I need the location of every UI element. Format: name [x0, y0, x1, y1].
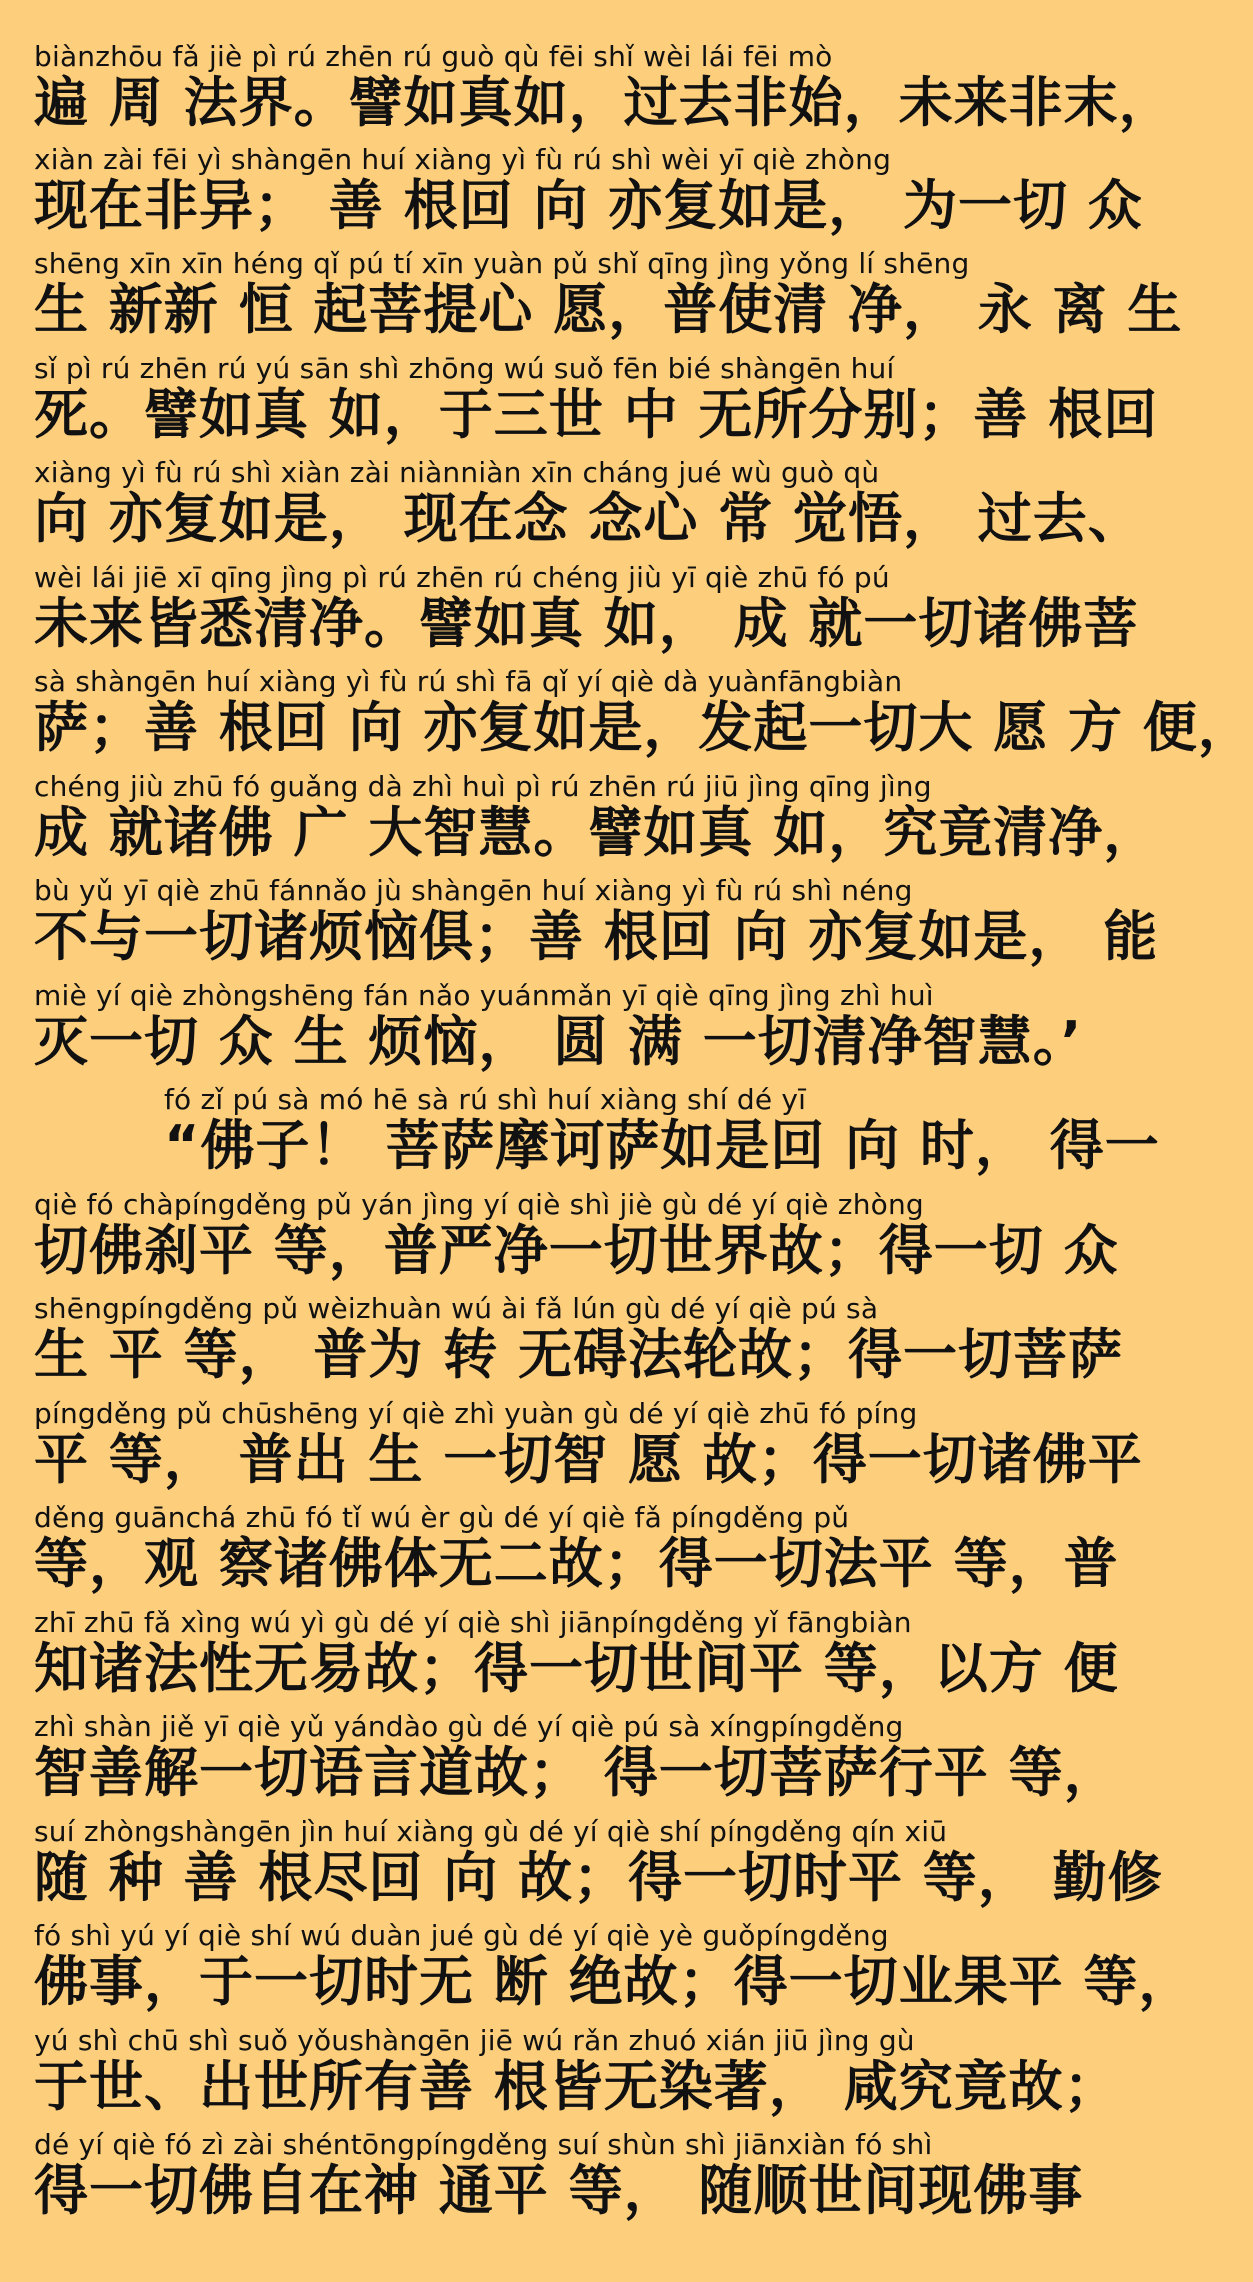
pinyin-annotation: děng guānchá zhū fó tǐ wú èr gù dé yí qiè fǎ píngděng pǔ: [34, 1501, 850, 1534]
pinyin-annotation: fó shì yú yí qiè shí wú duàn jué gù dé yí qiè yè guǒpíngděng: [34, 1919, 889, 1952]
pinyin-annotation: sǐ pì rú zhēn rú yú sān shì zhōng wú suǒ fēn bié shàngēn huí: [34, 351, 895, 385]
pinyin-annotation: píngděng pǔ chūshēng yí qiè zhì yuàn gù dé yí qiè zhū fó píng: [34, 1396, 918, 1430]
chinese-text: 于世、出世所有善 根皆无染著， 咸究竟故；: [34, 2054, 1119, 2118]
chinese-text: 未来皆悉清净。譬如真 如， 成 就一切诸佛菩: [34, 591, 1139, 655]
pinyin-annotation: qiè fó chàpíngděng pǔ yán jìng yí qiè shì jiè gù dé yí qiè zhòng: [34, 1187, 924, 1221]
pinyin-annotation: shēngpíngděng pǔ wèizhuàn wú ài fǎ lún gù dé yí qiè pú sà: [34, 1292, 879, 1325]
chinese-text: 现在非异； 善 根回 向 亦复如是， 为一切 众: [34, 173, 1143, 237]
text-line: [34, 1254, 1123, 1386]
text-line: [34, 1568, 1119, 1700]
text-line: [34, 1045, 1160, 1177]
chinese-text: 遍 周 法界。譬如真如，过去非始，未来非末，: [34, 71, 1174, 134]
pinyin-annotation: chéng jiù zhū fó guǎng dà zhì huì pì rú zhēn rú jiū jìng qīng jìng: [34, 769, 932, 803]
chinese-text: 智善解一切语言道故； 得一切菩萨行平 等，: [34, 1741, 1119, 1804]
chinese-text: 得一切佛自在神 通平 等， 随顺世间现佛事: [34, 2159, 1084, 2222]
pinyin-annotation: shēng xīn xīn héng qǐ pú tí xīn yuàn pǔ shǐ qīng jìng yǒng lí shēng: [34, 247, 970, 280]
pinyin-annotation: bù yǔ yī qiè zhū fánnǎo jù shàngēn huí xiàng yì fù rú shì néng: [34, 874, 913, 907]
pinyin-annotation: biànzhōu fǎ jiè pì rú zhēn rú guò qù fēi shǐ wèi lái fēi mò: [34, 40, 833, 73]
text-line: [34, 105, 1143, 237]
pinyin-annotation: sà shàngēn huí xiàng yì fù rú shì fā qǐ yí qiè dà yuànfāngbiàn: [34, 665, 903, 698]
chinese-text: 切佛刹平 等，普严净一切世界故；得一切 众: [34, 1218, 1119, 1282]
text-line: [34, 1777, 1163, 1909]
text-line: [34, 1672, 1119, 1804]
pinyin-annotation: suí zhòngshàngēn jìn huí xiàng gù dé yí qiè shí píngděng qín xiū: [34, 1814, 948, 1848]
chinese-text: 知诸法性无易故；得一切世间平 等，以方 便: [34, 1636, 1119, 1700]
text-line: [34, 0, 1174, 134]
chinese-text: 随 种 善 根尽回 向 故；得一切时平 等， 勤修: [34, 1845, 1163, 1909]
text-line: [34, 627, 1253, 759]
text-line: [34, 836, 1159, 968]
chinese-text: 生 平 等， 普为 转 无碍法轮故；得一切菩萨: [34, 1323, 1123, 1386]
chinese-text: “佛子！ 菩萨摩诃萨如是回 向 时， 得一: [164, 1114, 1160, 1177]
text-line: [34, 732, 1159, 864]
chinese-text: 成 就诸佛 广 大智慧。譬如真 如，究竟清净，: [34, 800, 1159, 864]
text-line: [34, 523, 1139, 655]
text-line: [34, 418, 1143, 550]
text-line: [34, 1881, 1194, 2013]
pinyin-annotation: yú shì chū shì suǒ yǒushàngēn jiē wú rǎn zhuó xián jiū jìng gù: [34, 2023, 915, 2057]
pinyin-annotation: dé yí qiè fó zì zài shéntōngpíngděng suí shùn shì jiānxiàn fó shì: [34, 2128, 933, 2161]
chinese-text: 向 亦复如是， 现在念 念心 常 觉悟， 过去、: [34, 487, 1143, 550]
chinese-text: 萨；善 根回 向 亦复如是，发起一切大 愿 方 便，: [34, 696, 1253, 759]
chinese-text: 不与一切诸烦恼俱；善 根回 向 亦复如是， 能: [34, 905, 1159, 968]
text-line: [34, 1359, 1143, 1491]
pinyin-annotation: zhì shàn jiě yī qiè yǔ yándào gù dé yí qiè pú sà xíngpíngděng: [34, 1710, 904, 1743]
text-line: [34, 314, 1159, 446]
pinyin-annotation: wèi lái jiē xī qīng jìng pì rú zhēn rú chéng jiù yī qiè zhū fó pú: [34, 560, 890, 594]
text-line: [34, 1463, 1119, 1595]
chinese-text: 等，观 察诸佛体无二故；得一切法平 等，普: [34, 1532, 1119, 1595]
chinese-text: 佛事，于一切时无 断 绝故；得一切业果平 等，: [34, 1950, 1194, 2013]
text-line: [34, 209, 1183, 341]
chinese-text: 生 新新 恒 起菩提心 愿，普使清 净， 永 离 生: [34, 278, 1183, 341]
text-line: [34, 941, 1083, 1073]
pinyin-annotation: xiàn zài fēi yì shàngēn huí xiàng yì fù rú shì wèi yī qiè zhòng: [34, 142, 892, 176]
pinyin-annotation: miè yí qiè zhòngshēng fán nǎo yuánmǎn yī qiè qīng jìng zhì huì: [34, 978, 934, 1012]
chinese-text: 死。譬如真 如，于三世 中 无所分别；善 根回: [34, 382, 1159, 446]
chinese-text: 灭一切 众 生 烦恼， 圆 满 一切清净智慧。’: [34, 1009, 1083, 1073]
text-line: [34, 1986, 1119, 2118]
pinyin-annotation: zhī zhū fǎ xìng wú yì gù dé yí qiè shì jiānpíngděng yǐ fāngbiàn: [34, 1605, 912, 1639]
pinyin-annotation: fó zǐ pú sà mó hē sà rú shì huí xiàng shí dé yī: [164, 1083, 807, 1116]
chinese-text: 平 等， 普出 生 一切智 愿 故；得一切诸佛平: [34, 1427, 1143, 1491]
text-line: [34, 1150, 1119, 1282]
pinyin-annotation: xiàng yì fù rú shì xiàn zài niànniàn xīn cháng jué wù guò qù: [34, 456, 880, 489]
text-line: [34, 2090, 1084, 2222]
